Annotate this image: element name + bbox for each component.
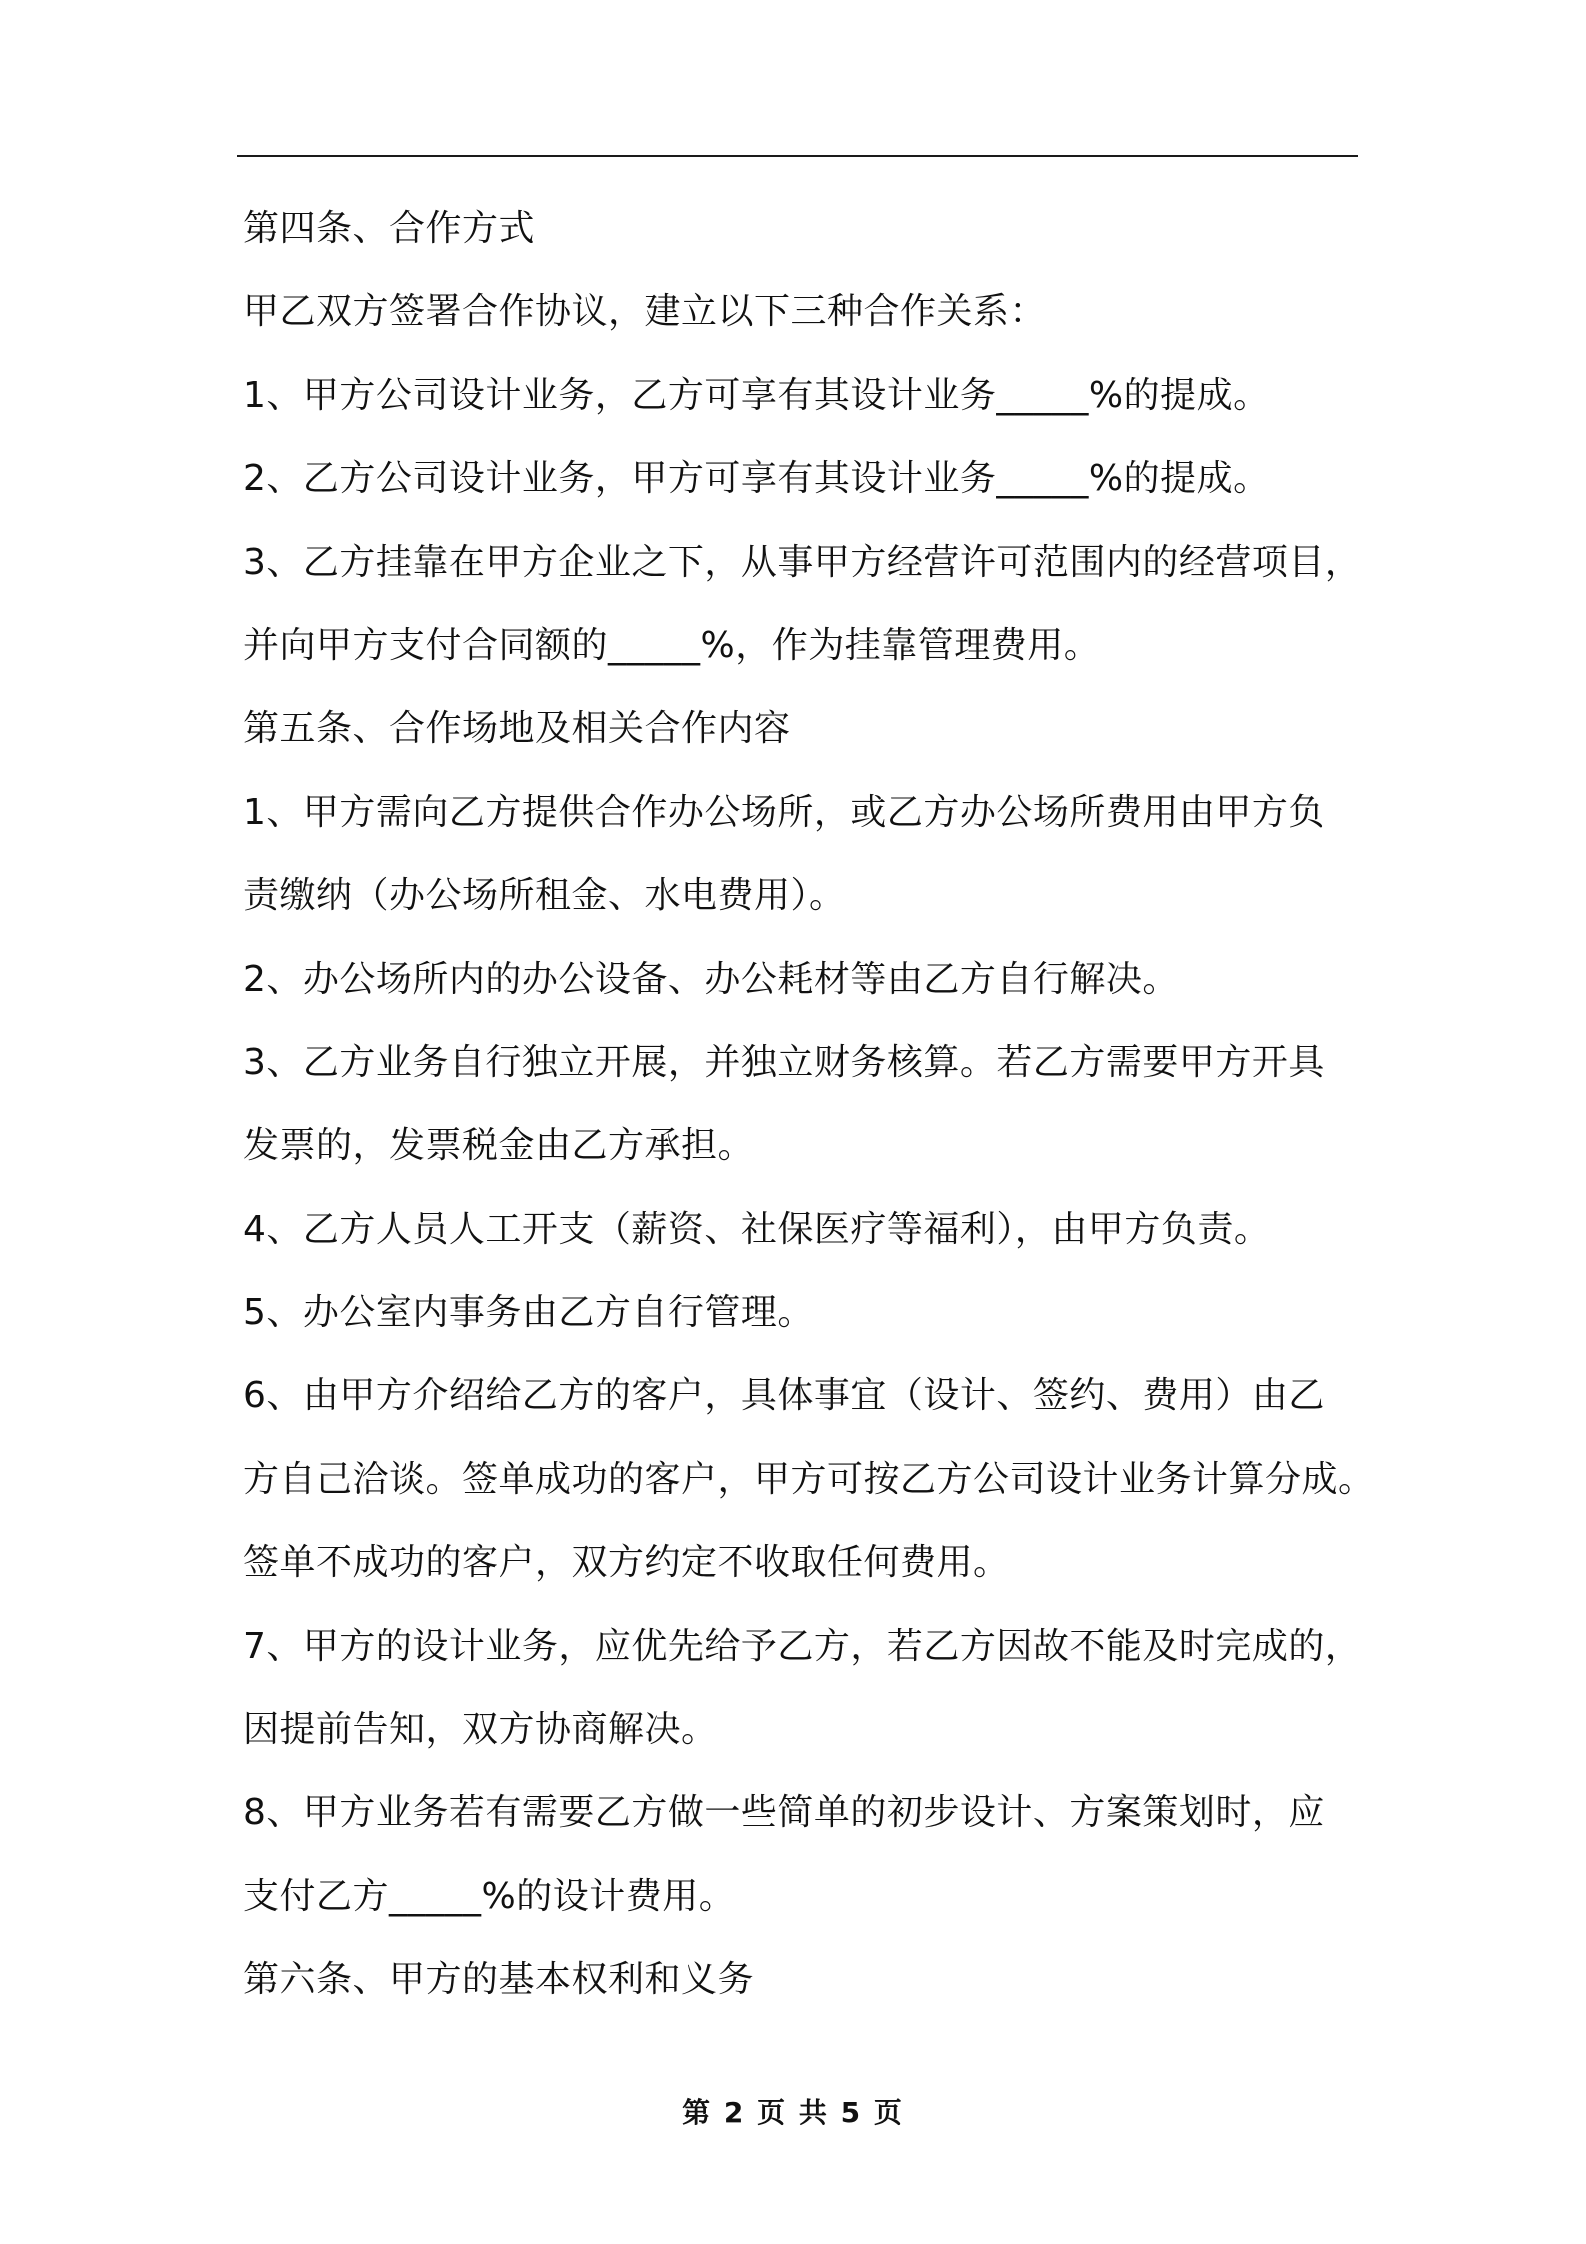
section-heading-4: 第四条、合作方式 <box>243 208 536 249</box>
paragraph-line: 支付乙方_____%的设计费用。 <box>243 1875 736 1917</box>
paragraph-line: 2、办公场所内的办公设备、办公耗材等由乙方自行解决。 <box>243 958 1179 1000</box>
paragraph-line: 责缴纳（办公场所租金、水电费用）。 <box>243 875 846 917</box>
paragraph-line: 1、甲方公司设计业务，乙方可享有其设计业务_____%的提成。 <box>243 374 1270 416</box>
paragraph-line: 7、甲方的设计业务，应优先给予乙方，若乙方因故不能及时完成的， <box>243 1625 1362 1667</box>
header-rule <box>237 155 1358 157</box>
document-body <box>243 200 1373 2035</box>
paragraph-line: 3、乙方挂靠在甲方企业之下，从事甲方经营许可范围内的经营项目， <box>243 541 1362 583</box>
paragraph-line: 方自己洽谈。签单成功的客户，甲方可按乙方公司设计业务计算分成。 <box>243 1458 1375 1500</box>
section-heading-6: 第六条、甲方的基本权利和义务 <box>243 1959 755 2001</box>
section-heading-5: 第五条、合作场地及相关合作内容 <box>243 708 791 750</box>
paragraph-line: 甲乙双方签署合作协议，建立以下三种合作关系： <box>243 291 1047 333</box>
paragraph-line: 并向甲方支付合同额的_____%，作为挂靠管理费用。 <box>243 624 1101 666</box>
paragraph-line: 发票的，发票税金由乙方承担。 <box>243 1125 755 1167</box>
page-number-footer: 第 2 页 共 5 页 <box>682 2096 904 2129</box>
paragraph-line: 因提前告知，双方协商解决。 <box>243 1709 718 1751</box>
paragraph-line: 3、乙方业务自行独立开展，并独立财务核算。若乙方需要甲方开具 <box>243 1041 1325 1083</box>
paragraph-line: 6、由甲方介绍给乙方的客户，具体事宜（设计、签约、费用）由乙 <box>243 1375 1325 1417</box>
paragraph-line: 签单不成功的客户，双方约定不收取任何费用。 <box>243 1542 1010 1584</box>
paragraph-line: 1、甲方需向乙方提供合作办公场所，或乙方办公场所费用由甲方负 <box>243 791 1325 833</box>
paragraph-line: 2、乙方公司设计业务，甲方可享有其设计业务_____%的提成。 <box>243 458 1270 500</box>
paragraph-line: 4、乙方人员人工开支（薪资、社保医疗等福利），由甲方负责。 <box>243 1208 1271 1250</box>
paragraph-line: 5、办公室内事务由乙方自行管理。 <box>243 1292 814 1334</box>
paragraph-line: 8、甲方业务若有需要乙方做一些简单的初步设计、方案策划时，应 <box>243 1792 1325 1834</box>
